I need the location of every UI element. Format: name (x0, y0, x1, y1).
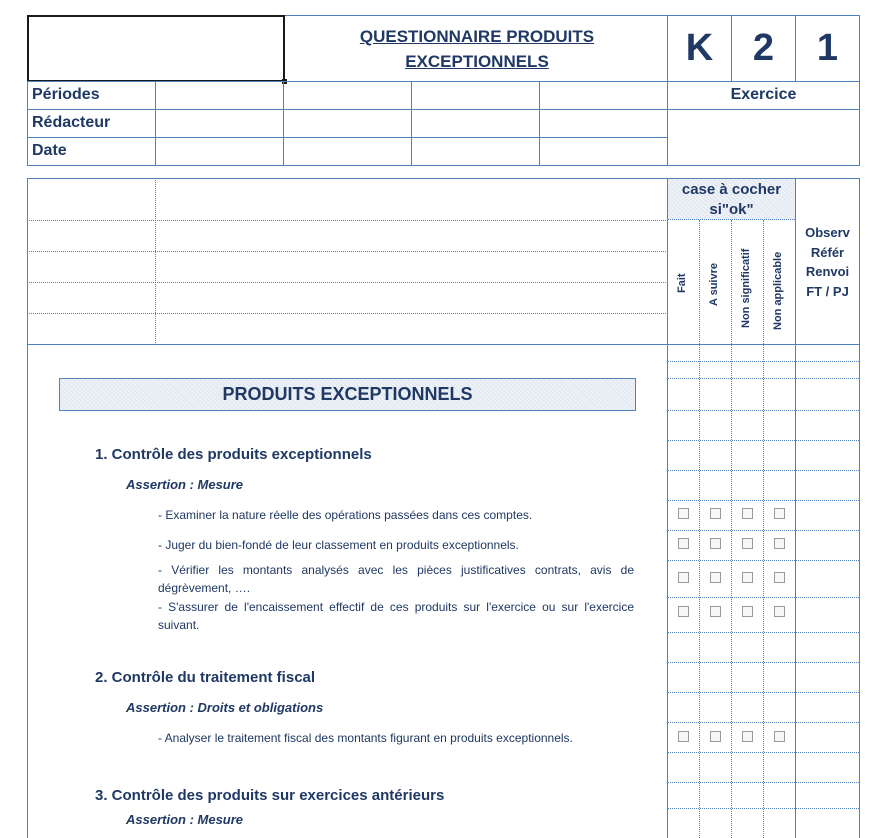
checkbox-3-non-applicable[interactable] (774, 572, 785, 583)
logo-box[interactable] (27, 15, 285, 82)
checkbox-4-fait[interactable] (678, 606, 689, 617)
checkbox-3-fait[interactable] (678, 572, 689, 583)
section-1-item-2: - Juger du bien-fondé de leur classement en produits exceptionnels. (158, 538, 519, 552)
page-title-line2: EXCEPTIONNELS (405, 52, 549, 71)
section-1-item-3: - Vérifier les montants analysés avec les pièces justificatives contrats, avis de dégrèvement, …. (158, 563, 634, 595)
checkbox-4-non-applicable[interactable] (774, 606, 785, 617)
obs-line1: Observ (805, 225, 850, 240)
section-banner-text: PRODUITS EXCEPTIONNELS (222, 384, 473, 404)
periode-cell-4[interactable] (540, 82, 667, 109)
checkbox-3-non-significatif[interactable] (742, 572, 753, 583)
obs-line3: Renvoi (805, 264, 850, 279)
checkbox-5-non-applicable[interactable] (774, 731, 785, 742)
checkbox-header (668, 179, 795, 220)
checkbox-2-non-significatif[interactable] (742, 538, 753, 549)
section-2-item-1: - Analyser le traitement fiscal des montants figurant en produits exceptionnels. (158, 731, 573, 745)
checkbox-1-non-significatif[interactable] (742, 508, 753, 519)
checkbox-header-line2: si"ok" (709, 201, 754, 218)
section-3-assertion: Assertion : Mesure (126, 812, 244, 827)
label-date: Date (32, 142, 67, 159)
checkbox-5-a-suivre[interactable] (710, 731, 721, 742)
checkbox-1-non-applicable[interactable] (774, 508, 785, 519)
checkbox-4-non-significatif[interactable] (742, 606, 753, 617)
checkbox-5-non-significatif[interactable] (742, 731, 753, 742)
periode-cell-3[interactable] (412, 82, 539, 109)
checkbox-2-non-applicable[interactable] (774, 538, 785, 549)
code-letter-3: 1 (816, 27, 839, 69)
checkbox-4-a-suivre[interactable] (710, 606, 721, 617)
periode-cell-2[interactable] (284, 82, 411, 109)
col-non-applicable: Non applicable (772, 251, 784, 330)
section-1-item-4: - S'assurer de l'encaissement effectif de ces produits sur l'exercice ou sur l'exercice suivant. (158, 600, 634, 632)
code-letter-2: 2 (752, 27, 775, 69)
obs-line4: FT / PJ (806, 283, 849, 299)
checkbox-5-fait[interactable] (678, 731, 689, 742)
section-3-title: 3. Contrôle des produits sur exercices antérieurs (95, 787, 445, 804)
code-letter-1: K (685, 27, 714, 69)
periode-cell-1[interactable] (156, 82, 283, 109)
label-redacteur: Rédacteur (32, 114, 111, 131)
checkbox-1-a-suivre[interactable] (710, 508, 721, 519)
page-title (287, 24, 667, 74)
section-1-assertion: Assertion : Mesure (126, 477, 244, 492)
page-title-line1: QUESTIONNAIRE PRODUITS (359, 27, 595, 46)
label-periodes: Périodes (32, 86, 100, 103)
col-a-suivre: A suivre (708, 262, 720, 306)
checkbox-2-fait[interactable] (678, 538, 689, 549)
checkbox-2-a-suivre[interactable] (710, 538, 721, 549)
checkbox-3-a-suivre[interactable] (710, 572, 721, 583)
obs-header (796, 223, 859, 301)
col-non-significatif: Non significatif (740, 248, 752, 328)
col-fait: Fait (676, 273, 688, 293)
label-exercice: Exercice (730, 86, 797, 103)
section-2-title: 2. Contrôle du traitement fiscal (95, 669, 316, 686)
section-1-title: 1. Contrôle des produits exceptionnels (95, 446, 372, 463)
obs-line2: Référ (810, 244, 845, 260)
section-banner (59, 378, 636, 411)
section-1-item-1: - Examiner la nature réelle des opérations passées dans ces comptes. (158, 508, 533, 522)
checkbox-header-line1: case à cocher (681, 181, 782, 198)
checkbox-1-fait[interactable] (678, 508, 689, 519)
section-2-assertion: Assertion : Droits et obligations (126, 700, 324, 715)
